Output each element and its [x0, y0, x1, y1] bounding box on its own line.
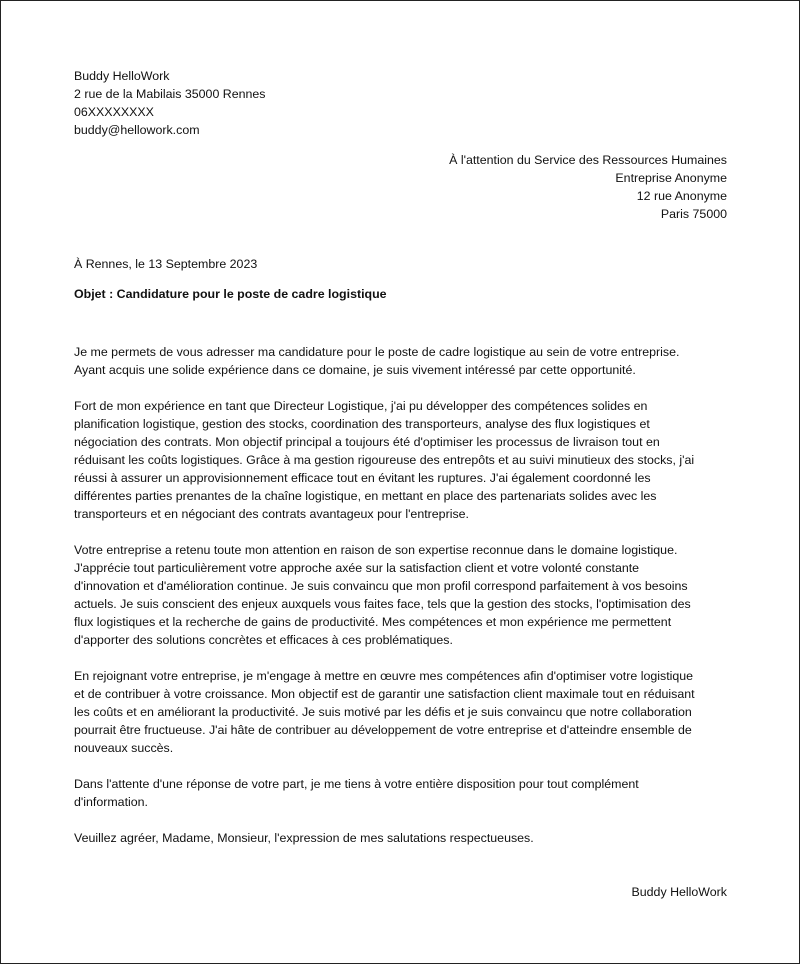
body-line: et de contribuer à votre croissance. Mon objectif est de garantir une satisfaction client maximale tout en réduisant	[74, 687, 695, 701]
body-line: Fort de mon expérience en tant que Directeur Logistique, j'ai pu développer des compétences solides en	[74, 399, 648, 413]
body-line: actuels. Je suis conscient des enjeux auxquels vous faites face, tels que la gestion des stocks, l'optimisation des	[74, 597, 691, 611]
paragraph-closing	[74, 775, 730, 811]
body-line: Dans l'attente d'une réponse de votre part, je me tiens à votre entière disposition pour tout complément	[74, 777, 639, 791]
body-line: transporteurs et en négociant des contrats avantageux pour l'entreprise.	[74, 507, 469, 521]
sender-address: 2 rue de la Mabilais 35000 Rennes	[74, 87, 266, 101]
paragraph-salutation	[74, 829, 730, 847]
body-line: d'innovation et d'amélioration continue. Je suis convaincu que mon profil correspond parfaitement à vos besoins	[74, 579, 688, 593]
body-line: les coûts et en améliorant la productivité. Je suis motivé par les défis et je suis convaincu que notre collaboration	[74, 705, 692, 719]
body-line: réduisant les coûts logistiques. Grâce à ma gestion rigoureuse des entrepôts et au suivi minutieux des stocks, j'ai	[74, 453, 695, 467]
sender-name: Buddy HelloWork	[74, 69, 170, 83]
sender-phone: 06XXXXXXXX	[74, 105, 154, 119]
body-line: réussi à assurer un approvisionnement efficace tout en évitant les ruptures. J'ai également coordonné les	[74, 471, 651, 485]
body-line: nouveaux succès.	[74, 741, 174, 755]
paragraph-company	[74, 541, 730, 649]
body-line: Ayant acquis une solide expérience dans ce domaine, je suis vivement intéressé par cette opportunité.	[74, 363, 636, 377]
recipient-block	[307, 151, 727, 223]
body-line: différentes parties prenantes de la chaîne logistique, en mettant en place des partenariats solides avec les	[74, 489, 657, 503]
body-line: En rejoignant votre entreprise, je m'engage à mettre en œuvre mes compétences afin d'optimiser votre logistique	[74, 669, 694, 683]
recipient-street: 12 rue Anonyme	[636, 189, 727, 203]
subject-line: Objet : Candidature pour le poste de cadre logistique	[74, 287, 387, 301]
body-line: J'apprécie tout particulièrement votre approche axée sur la satisfaction client et votre volonté constante	[74, 561, 640, 575]
body-line: négociation des contrats. Mon objectif principal a toujours été d'optimiser les processus de livraison tout en	[74, 435, 660, 449]
body-line: planification logistique, gestion des stocks, coordination des transporteurs, analyse des flux logistiques et	[74, 417, 650, 431]
paragraph-experience	[74, 397, 730, 523]
date-line: À Rennes, le 13 Septembre 2023	[74, 257, 258, 271]
recipient-company: Entreprise Anonyme	[615, 171, 727, 185]
body-line: d'information.	[74, 795, 148, 809]
body-line: pourrait être fructueuse. J'ai hâte de contribuer au développement de votre entreprise et d'atteindre ensemble de	[74, 723, 692, 737]
sender-email: buddy@hellowork.com	[74, 123, 200, 137]
letter-body	[74, 343, 730, 865]
paragraph-commitment	[74, 667, 730, 757]
recipient-attention: À l'attention du Service des Ressources Humaines	[449, 153, 727, 167]
paragraph-intro	[74, 343, 730, 379]
body-line: Veuillez agréer, Madame, Monsieur, l'expression de mes salutations respectueuses.	[74, 831, 534, 845]
body-line: d'apporter des solutions concrètes et efficaces à ces problématiques.	[74, 633, 453, 647]
body-line: Je me permets de vous adresser ma candidature pour le poste de cadre logistique au sein de votre entreprise.	[74, 345, 680, 359]
sender-block	[74, 67, 474, 139]
body-line: Votre entreprise a retenu toute mon attention en raison de son expertise reconnue dans le domaine logistique.	[74, 543, 678, 557]
signature: Buddy HelloWork	[631, 885, 727, 899]
recipient-city: Paris 75000	[660, 207, 727, 221]
body-line: flux logistiques et la recherche de gains de productivité. Mes compétences et mon expérience me permettent	[74, 615, 672, 629]
